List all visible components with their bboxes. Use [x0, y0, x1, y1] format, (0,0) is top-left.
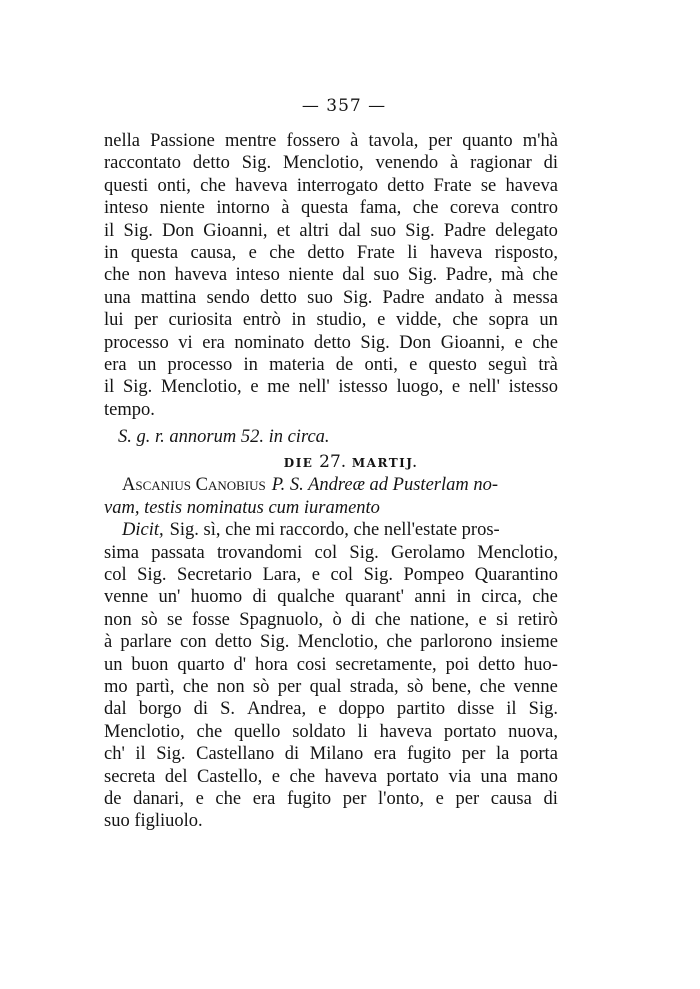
- date-prefix: DIE: [283, 456, 314, 471]
- text-line: col Sig. Secretario Lara, e col Sig. Pompeo Quarantino: [104, 564, 558, 585]
- text-line: che non haveva inteso niente dal suo Sig. Padre, mà che: [104, 265, 558, 286]
- text-line: mo partì, che non sò per qual strada, sò bene, che venne: [104, 676, 558, 697]
- text-line: raccontato detto Sig. Menclotio, venendo à ragionar di: [104, 153, 558, 174]
- text-line: in questa causa, e che detto Frate li haveva risposto,: [104, 243, 558, 264]
- page-number: — 357 —: [301, 96, 387, 116]
- date-day: 27.: [319, 452, 347, 473]
- text-line: ch' il Sig. Castellano di Milano era fugito per la porta: [104, 744, 558, 765]
- text-line: questi onti, che haveva interrogato detto Frate se haveva: [104, 175, 558, 196]
- dicit-word: Dicit,: [122, 520, 164, 541]
- text-line: il Sig. Menclotio, e me nell' istesso luogo, e nell' istesso: [104, 377, 558, 398]
- text-line: dal borgo di S. Andrea, e doppo partito disse il Sig.: [104, 699, 558, 720]
- date-month: MARTIJ.: [351, 456, 419, 471]
- text-line: il Sig. Don Gioanni, et altri dal suo Sig. Padre delegato: [104, 220, 558, 241]
- witness-line: vam, testis nominatus cum iuramento: [104, 497, 380, 518]
- witness-text: P. S. Andreæ ad Pusterlam no-: [271, 475, 499, 496]
- text-line: processo vi era nominato detto Sig. Don Gioanni, e che: [104, 332, 558, 353]
- text-line: suo figliuolo.: [104, 811, 203, 832]
- text-line: tempo.: [104, 399, 155, 420]
- text-line: à parlare con detto Sig. Menclotio, che parlorono insieme: [104, 632, 558, 653]
- text-line: lui per curiosita entrò in studio, e vidde, che sopra un: [104, 310, 558, 331]
- text-line: [104, 519, 558, 541]
- text-line: nella Passione mentre fossero à tavola, per quanto m'hà: [104, 131, 558, 151]
- text-line: Menclotio, che quello soldato li haveva portato nuova,: [104, 721, 558, 742]
- text-line: una mattina sendo detto suo Sig. Padre andato à messa: [104, 287, 558, 308]
- text-line: era un processo in materia de onti, e questo seguì trà: [104, 355, 558, 376]
- witness-line: [104, 474, 558, 496]
- text-line: sima passata trovandomi col Sig. Gerolamo Menclotio,: [104, 542, 558, 563]
- text-line: inteso niente intorno à questa fama, che coreva contro: [104, 198, 558, 219]
- witness-intro: [104, 474, 558, 519]
- text-line: secreta del Castello, e che haveva portato via una mano: [104, 766, 558, 787]
- signoff-line: S. g. r. annorum 52. in circa.: [118, 427, 330, 448]
- text-line: un buon quarto d' hora cosi secretamente, poi detto huo-: [104, 654, 558, 675]
- paragraph-deposition-2: [104, 519, 558, 833]
- witness-name: Ascanius Canobius: [122, 475, 266, 496]
- paragraph-deposition-1: [104, 130, 558, 421]
- text-line: de danari, e che era fugito per l'onto, e per causa di: [104, 788, 558, 809]
- text-line: non sò se fosse Spagnuolo, ò di che natione, e si retirò: [104, 609, 558, 630]
- text-line-rest: Sig. sì, che mi raccordo, che nell'estate pros-: [169, 520, 500, 541]
- date-heading: [104, 451, 558, 474]
- text-line: venne un' huomo di qualche quarant' anni in circa, che: [104, 587, 558, 608]
